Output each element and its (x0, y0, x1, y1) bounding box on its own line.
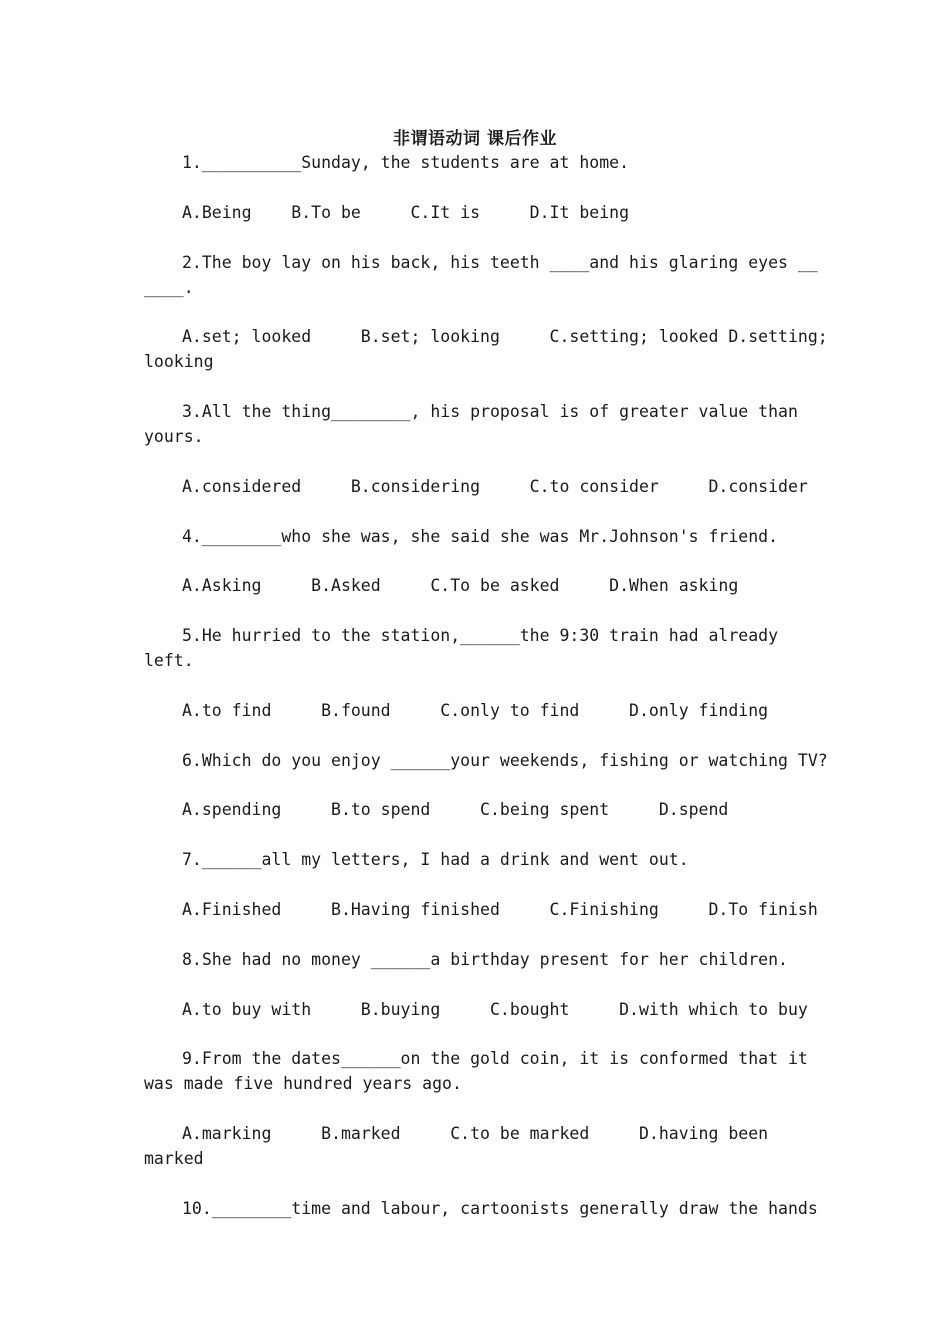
text-line: 2.The boy lay on his back, his teeth ____and his glaring eyes __ (182, 253, 818, 272)
text-line: 9.From the dates______on the gold coin, it is conformed that it (182, 1049, 808, 1068)
text-line: 3.All the thing________, his proposal is of greater value than (182, 402, 798, 421)
text-line: A.Asking B.Asked C.To be asked D.When asking (182, 576, 739, 595)
text-line: 5.He hurried to the station,______the 9:30 train had already (182, 626, 779, 645)
text-line: A.Finished B.Having finished C.Finishing D.To finish (182, 900, 818, 919)
text-line: A.Being B.To be C.It is D.It being (182, 203, 630, 222)
text-line: looking (144, 352, 214, 371)
text-line: A.considered B.considering C.to consider D.consider (182, 477, 808, 496)
text-line: 10.________time and labour, cartoonists generally draw the hands (182, 1199, 818, 1218)
text-line: A.spending B.to spend C.being spent D.spend (182, 800, 729, 819)
text-line: 8.She had no money ______a birthday present for her children. (182, 950, 788, 969)
text-line: 7.______all my letters, I had a drink and went out. (182, 850, 689, 869)
text-line: was made five hundred years ago. (144, 1074, 462, 1093)
text-line: A.set; looked B.set; looking C.setting; looked D.setting; (182, 327, 828, 346)
text-line: ____. (144, 278, 194, 297)
text-line: 6.Which do you enjoy ______your weekends, fishing or watching TV? (182, 751, 828, 770)
text-line: marked (144, 1149, 204, 1168)
text-line: yours. (144, 427, 204, 446)
text-line: 1.__________Sunday, the students are at home. (182, 153, 630, 172)
text-line: A.to find B.found C.only to find D.only finding (182, 701, 769, 720)
page-title: 非谓语动词 课后作业 (393, 129, 557, 149)
text-line: 4.________who she was, she said she was Mr.Johnson's friend. (182, 527, 779, 546)
text-line: A.to buy with B.buying C.bought D.with which to buy (182, 1000, 808, 1019)
text-line: A.marking B.marked C.to be marked D.having been (182, 1124, 769, 1143)
text-line: left. (144, 651, 194, 670)
